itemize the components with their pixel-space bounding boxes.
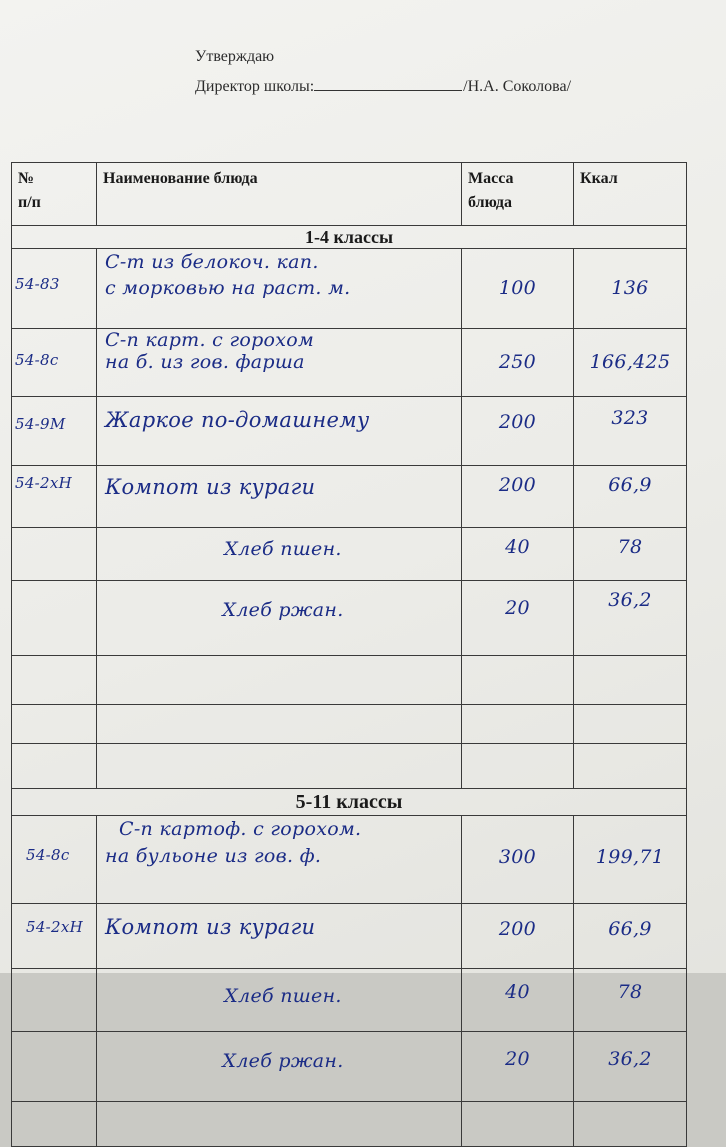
dish-code <box>12 1032 97 1102</box>
empty-cell <box>462 1102 574 1147</box>
table-row <box>12 969 687 1032</box>
table-row <box>12 581 687 656</box>
dish-kcal: 323 <box>574 397 687 466</box>
dish-kcal: 66,9 <box>574 466 687 528</box>
empty-cell <box>574 744 687 789</box>
dish-mass: 40 <box>462 528 574 581</box>
dish-code: 54-2хН <box>12 466 97 528</box>
dish-name: Компот из кураги <box>97 904 462 969</box>
empty-cell <box>462 705 574 744</box>
dish-code: 54-2хН <box>12 904 97 969</box>
dish-kcal: 166,425 <box>574 329 687 397</box>
dish-code <box>12 581 97 656</box>
dish-kcal: 78 <box>574 969 687 1032</box>
dish-code <box>12 528 97 581</box>
table-row-empty <box>12 744 687 789</box>
table-row <box>12 1032 687 1102</box>
group-header-5-11 <box>12 789 687 816</box>
dish-mass: 100 <box>462 249 574 329</box>
table-row <box>12 397 687 466</box>
director-name: /Н.А. Соколова/ <box>463 78 572 95</box>
table-row-empty <box>12 705 687 744</box>
empty-cell <box>574 656 687 705</box>
dish-mass: 40 <box>462 969 574 1032</box>
table-row <box>12 329 687 397</box>
col-header-mass: Масса блюда <box>462 163 574 226</box>
dish-name: Хлеб ржан. <box>97 1032 462 1102</box>
empty-cell <box>462 744 574 789</box>
group-title: 5-11 классы <box>12 789 687 816</box>
dish-name: Хлеб пшен. <box>97 969 462 1032</box>
approve-label: Утверждаю <box>195 48 275 65</box>
dish-mass: 200 <box>462 466 574 528</box>
col-header-kcal: Ккал <box>574 163 687 226</box>
dish-mass: 20 <box>462 581 574 656</box>
dish-kcal: 199,71 <box>574 816 687 904</box>
empty-cell <box>97 1102 462 1147</box>
dish-code: 54-9М <box>12 397 97 466</box>
empty-cell <box>12 705 97 744</box>
group-title: 1-4 классы <box>12 226 687 249</box>
dish-code: 54-8с <box>12 329 97 397</box>
dish-kcal: 36,2 <box>574 581 687 656</box>
dish-name: Компот из кураги <box>97 466 462 528</box>
dish-name: С-т из белокоч. кап. с морковью на раст. м. <box>97 249 462 329</box>
signature-blank <box>314 74 462 91</box>
director-label: Директор школы: <box>195 78 315 95</box>
col-header-dish: Наименование блюда <box>97 163 462 226</box>
empty-cell <box>12 656 97 705</box>
table-header-row <box>12 163 687 226</box>
table-row-empty <box>12 1102 687 1147</box>
dish-name: С-п картоф. с горохом. на бульоне из гов. ф. <box>97 816 462 904</box>
col-header-number: № п/п <box>12 163 97 226</box>
dish-kcal: 136 <box>574 249 687 329</box>
dish-name: Жаркое по-домашнему <box>97 397 462 466</box>
dish-kcal: 78 <box>574 528 687 581</box>
table-row-empty <box>12 656 687 705</box>
menu-table <box>11 162 687 1147</box>
group-header-1-4 <box>12 226 687 249</box>
dish-kcal: 66,9 <box>574 904 687 969</box>
dish-kcal: 36,2 <box>574 1032 687 1102</box>
empty-cell <box>12 744 97 789</box>
empty-cell <box>12 1102 97 1147</box>
empty-cell <box>97 656 462 705</box>
empty-cell <box>574 1102 687 1147</box>
empty-cell <box>97 744 462 789</box>
dish-mass: 20 <box>462 1032 574 1102</box>
dish-name: Хлеб ржан. <box>97 581 462 656</box>
table-row <box>12 466 687 528</box>
dish-mass: 200 <box>462 904 574 969</box>
dish-mass: 200 <box>462 397 574 466</box>
table-row <box>12 816 687 904</box>
empty-cell <box>462 656 574 705</box>
dish-name: С-п карт. с горохом на б. из гов. фарша <box>97 329 462 397</box>
dish-mass: 300 <box>462 816 574 904</box>
dish-name: Хлеб пшен. <box>97 528 462 581</box>
dish-code <box>12 969 97 1032</box>
table-row <box>12 249 687 329</box>
dish-code: 54-83 <box>12 249 97 329</box>
empty-cell <box>97 705 462 744</box>
director-signature-line <box>195 72 571 102</box>
approval-block <box>195 42 571 102</box>
dish-mass: 250 <box>462 329 574 397</box>
table-row <box>12 904 687 969</box>
empty-cell <box>574 705 687 744</box>
dish-code: 54-8с <box>12 816 97 904</box>
table-row <box>12 528 687 581</box>
